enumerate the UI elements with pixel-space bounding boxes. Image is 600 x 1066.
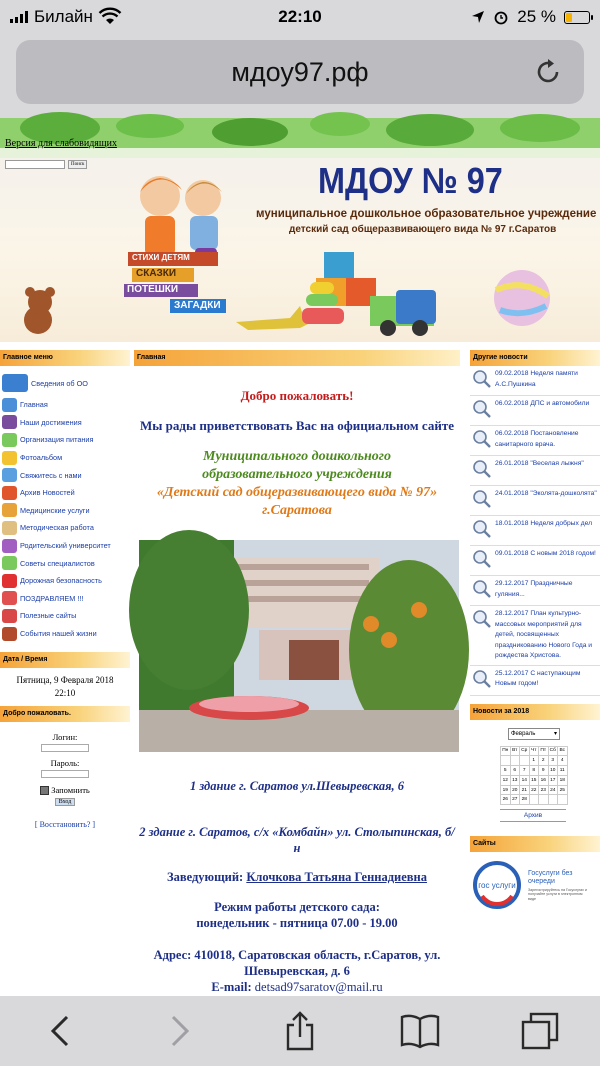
datetime-block [0, 668, 130, 706]
email-label: E-mail: [211, 980, 252, 994]
menu-item-label: Дорожная безопасность [20, 576, 102, 586]
battery-percent: 25 % [517, 7, 556, 26]
calendar-day[interactable]: 17 [548, 775, 558, 785]
month-name: Февраль [511, 730, 536, 737]
menu-item[interactable] [2, 431, 130, 449]
building-1-address: 1 здание г. Саратов ул.Шевыревская, 6 [189, 779, 405, 793]
menu-item-icon [2, 374, 28, 392]
login-label: Логин: [52, 732, 78, 743]
magnifier-icon [472, 669, 492, 689]
menu-item[interactable] [2, 590, 130, 608]
share-icon [284, 1011, 316, 1051]
calendar-day[interactable]: 1 [529, 756, 539, 766]
archive-link[interactable]: Архив [500, 809, 566, 822]
news-calendar-title: Новости за 2018 [470, 704, 600, 720]
calendar-day[interactable]: 13 [510, 775, 520, 785]
magnifier-icon [472, 549, 492, 569]
main-section-title: Главная [134, 350, 460, 366]
menu-item[interactable] [2, 449, 130, 467]
calendar-day[interactable]: 12 [501, 775, 511, 785]
news-item-title: 24.01.2018 "Эколята-дошколята" [495, 490, 597, 497]
forward-button[interactable] [160, 1011, 200, 1051]
head-name-link[interactable]: Клочкова Татьяна Геннадиевна [246, 870, 428, 884]
news-item-title: 06.02.2018 ДПС и автомобили [495, 400, 590, 407]
magnifier-icon [472, 609, 492, 629]
news-item-title: 29.12.2017 Праздничные гуляния... [495, 580, 573, 598]
location-arrow-icon [471, 10, 485, 24]
menu-item-label: Фотоальбом [20, 453, 63, 463]
calendar-day[interactable]: 10 [548, 766, 558, 776]
news-item-title: 06.02.2018 Постановление санитарного врача. [495, 430, 579, 448]
calendar-day[interactable]: 25 [558, 785, 568, 795]
magnifier-icon [472, 579, 492, 599]
book-label: СКАЗКИ [136, 268, 177, 279]
password-input[interactable] [41, 770, 89, 778]
remember-checkbox[interactable] [40, 786, 49, 795]
calendar-day[interactable]: 27 [510, 795, 520, 805]
gosuslugi-banner[interactable] [470, 852, 600, 918]
weekday-header: Вс [558, 746, 568, 756]
magnifier-icon [472, 429, 492, 449]
menu-item-label: Наши достижения [20, 417, 82, 427]
tabs-icon [521, 1012, 559, 1050]
back-button[interactable] [40, 1011, 80, 1051]
news-item[interactable] [470, 576, 600, 606]
other-news-title: Другие новости [470, 350, 600, 366]
gos-caption: Зарегистрируйтесь на Госуслугах и получайте услуги в электронном виде [528, 887, 587, 901]
browser-toolbar [0, 996, 600, 1066]
menu-item-icon [2, 556, 17, 570]
header-illustration [0, 158, 600, 342]
calendar-day[interactable]: 26 [501, 795, 511, 805]
calendar-day[interactable]: 2 [539, 756, 549, 766]
weekday-header: Пт [539, 746, 549, 756]
head-label: Заведующий: [166, 870, 244, 884]
calendar-day[interactable]: 15 [529, 775, 539, 785]
news-item-title: 09.01.2018 С новым 2018 годом! [495, 550, 596, 557]
low-vision-version-link[interactable]: Версия для слабовидящих [5, 138, 117, 149]
menu-item-icon [2, 451, 17, 465]
back-icon [49, 1015, 71, 1047]
search-input[interactable] [5, 160, 65, 169]
menu-item-label: Свяжитесь с нами [20, 470, 82, 480]
main-menu-title: Главное меню [0, 350, 130, 366]
menu-item-icon [2, 503, 17, 517]
menu-item[interactable] [2, 396, 130, 414]
schedule-hours: понедельник - пятница 07.00 - 19.00 [196, 916, 398, 930]
menu-item-label: Архив Новостей [20, 488, 75, 498]
calendar-day[interactable]: 23 [539, 785, 549, 795]
carrier-name: Билайн [34, 7, 93, 26]
calendar-day [548, 795, 558, 805]
reload-icon[interactable] [532, 56, 564, 88]
right-sidebar [470, 350, 600, 918]
menu-item[interactable] [2, 554, 130, 572]
magnifier-icon [472, 489, 492, 509]
news-item-title: 18.01.2018 Неделя добрых дел [495, 520, 592, 527]
menu-item-label: Организация питания [20, 435, 94, 445]
magnifier-icon [472, 519, 492, 539]
weekday-header: Ср [520, 746, 530, 756]
menu-item[interactable] [2, 370, 130, 396]
browser-top-chrome [0, 0, 600, 118]
weekday-header: Чт [529, 746, 539, 756]
postal-address: Адрес: 410018, Саратовская область, г.Саратов, ул. Шевыревская, д. 6 [153, 948, 441, 978]
site-subtitle: муниципальное дошкольное образовательное учреждение [256, 208, 597, 220]
main-content [134, 350, 460, 1011]
site-header [0, 118, 600, 342]
book-label: СТИХИ ДЕТЯМ [132, 253, 190, 262]
clock: 22:10 [278, 7, 322, 26]
gos-title: Госуслуги без очереди [528, 869, 573, 885]
calendar-day [529, 795, 539, 805]
current-date: Пятница, 9 Февраля 2018 [16, 675, 114, 686]
menu-item-label: Родительский университет [20, 541, 111, 551]
bookmarks-button[interactable] [400, 1011, 440, 1051]
menu-item[interactable] [2, 502, 130, 520]
menu-item-label: События нашей жизни [20, 629, 97, 639]
work-schedule [134, 899, 460, 931]
menu-item-label: Сведения об ОО [31, 378, 88, 388]
login-input[interactable] [41, 744, 89, 752]
menu-item-icon [2, 486, 17, 500]
calendar-day[interactable]: 3 [548, 756, 558, 766]
left-sidebar [0, 350, 130, 829]
calendar-day[interactable]: 6 [510, 766, 520, 776]
menu-item-icon [2, 398, 17, 412]
month-select[interactable] [508, 728, 560, 740]
menu-item-icon [2, 433, 17, 447]
calendar-day[interactable]: 19 [501, 785, 511, 795]
wifi-icon [99, 9, 121, 25]
magnifier-icon [472, 369, 492, 389]
news-item-title: 25.12.2017 С наступающим Новым годом! [495, 669, 581, 687]
weekday-header: Сб [548, 746, 558, 756]
gos-logo-text: гос услуги [478, 881, 516, 891]
org-name-line: «Детский сад общеразвивающего вида № 97» [156, 485, 438, 500]
calendar-day[interactable]: 24 [548, 785, 558, 795]
search-button[interactable]: Поиск [68, 160, 87, 169]
calendar-day[interactable]: 8 [529, 766, 539, 776]
menu-item[interactable] [2, 484, 130, 502]
calendar-day [539, 795, 549, 805]
menu-item-label: Методическая работа [20, 523, 94, 533]
calendar-day [558, 795, 568, 805]
web-page [0, 118, 600, 998]
menu-item-icon [2, 591, 17, 605]
status-bar [0, 0, 600, 34]
menu-item-icon [2, 627, 17, 641]
calendar-day[interactable]: 7 [520, 766, 530, 776]
calendar-day[interactable]: 11 [558, 766, 568, 776]
weekday-header: Вт [510, 746, 520, 756]
password-label: Пароль: [50, 758, 80, 769]
calendar-day[interactable]: 21 [520, 785, 530, 795]
news-item-title: 26.01.2018 "Веселая лыжня" [495, 460, 584, 467]
news-item[interactable] [470, 426, 600, 456]
greeting-text: Мы рады приветствовать Вас на официальном сайте [140, 418, 454, 433]
url-text: мдоу97.рф [231, 56, 369, 87]
menu-item[interactable] [2, 414, 130, 432]
menu-item[interactable] [2, 625, 130, 643]
menu-item-icon [2, 468, 17, 482]
news-item[interactable] [470, 456, 600, 486]
menu-item-icon [2, 415, 17, 429]
news-calendar [500, 728, 568, 823]
org-name-line: Муниципального дошкольного [203, 449, 391, 464]
remember-label: Запомнить [51, 785, 90, 796]
login-button[interactable]: Вход [55, 798, 76, 806]
schedule-title: Режим работы детского сада: [214, 900, 380, 914]
calendar-day[interactable]: 16 [539, 775, 549, 785]
menu-item-label: Медицинские услуги [20, 505, 90, 515]
calendar-day[interactable]: 20 [510, 785, 520, 795]
menu-item-label: Советы специалистов [20, 558, 95, 568]
alarm-icon [493, 9, 509, 25]
calendar-day[interactable]: 14 [520, 775, 530, 785]
datetime-title: Дата / Время [0, 652, 130, 668]
menu-item-label: Главная [20, 400, 48, 410]
magnifier-icon [472, 399, 492, 419]
restore-password-link[interactable]: [ Восстановить? ] [34, 820, 96, 830]
address-bar[interactable] [16, 40, 584, 104]
signal-icon [10, 11, 28, 23]
calendar-day [510, 756, 520, 766]
menu-item-icon [2, 574, 17, 588]
calendar-grid [500, 746, 568, 806]
calendar-day [501, 756, 511, 766]
calendar-day[interactable]: 5 [501, 766, 511, 776]
news-item[interactable] [470, 666, 600, 696]
news-item-title: 09.02.2018 Неделя памяти А.С.Пушкина [495, 370, 578, 388]
news-item[interactable] [470, 516, 600, 546]
menu-item[interactable] [2, 572, 130, 590]
calendar-day[interactable]: 22 [529, 785, 539, 795]
chevron-down-icon: ▾ [553, 731, 557, 737]
gosuslugi-logo [472, 860, 522, 910]
kindergarten-photo [139, 540, 459, 752]
search-form [5, 160, 87, 169]
email-link[interactable]: detsad97saratov@mail.ru [254, 980, 383, 994]
head-of-kindergarten [134, 870, 460, 885]
org-name-line: образовательного учреждения [202, 467, 392, 482]
login-title: Добро пожаловать. [0, 706, 130, 722]
menu-item-icon [2, 539, 17, 553]
sites-title: Сайты [470, 836, 600, 852]
news-item[interactable] [470, 546, 600, 576]
menu-item-label: ПОЗДРАВЛЯЕМ !!! [20, 593, 84, 603]
org-name-line: г.Саратова [262, 503, 332, 518]
magnifier-icon [472, 459, 492, 479]
site-subtitle-2: детский сад общеразвивающего вида № 97 г.Саратов [289, 224, 557, 235]
menu-item[interactable] [2, 519, 130, 537]
menu-item-icon [2, 521, 17, 535]
news-list [470, 366, 600, 696]
menu-item[interactable] [2, 466, 130, 484]
tabs-button[interactable] [520, 1011, 560, 1051]
bookmarks-icon [399, 1013, 441, 1049]
calendar-day [520, 756, 530, 766]
main-menu [0, 366, 130, 642]
building-2-address: 2 здание г. Саратов, с/х «Комбайн» ул. Столыпинская, б/н [139, 825, 455, 855]
forward-icon [169, 1015, 191, 1047]
weekday-header: Пн [501, 746, 511, 756]
news-item[interactable] [470, 366, 600, 396]
news-item-title: 28.12.2017 План культурно-массовых мероприятий для детей, посвященных праздникованию Нового Года и рождества Христова. [495, 610, 593, 659]
news-item[interactable] [470, 396, 600, 426]
menu-item[interactable] [2, 607, 130, 625]
news-item[interactable] [470, 486, 600, 516]
current-time: 22:10 [54, 688, 76, 699]
welcome-heading: Добро пожаловать! [240, 388, 354, 403]
login-form [0, 722, 130, 829]
menu-item[interactable] [2, 537, 130, 555]
calendar-day[interactable]: 4 [558, 756, 568, 766]
battery-icon [564, 11, 590, 24]
calendar-day[interactable]: 18 [558, 775, 568, 785]
calendar-day[interactable]: 28 [520, 795, 530, 805]
site-title: МДОУ № 97 [318, 160, 503, 201]
book-label: ЗАГАДКИ [174, 300, 221, 311]
calendar-day[interactable]: 9 [539, 766, 549, 776]
news-item[interactable] [470, 606, 600, 666]
share-button[interactable] [280, 1011, 320, 1051]
menu-item-icon [2, 609, 17, 623]
book-label: ПОТЕШКИ [127, 284, 179, 295]
menu-item-label: Полезные сайты [20, 611, 77, 621]
